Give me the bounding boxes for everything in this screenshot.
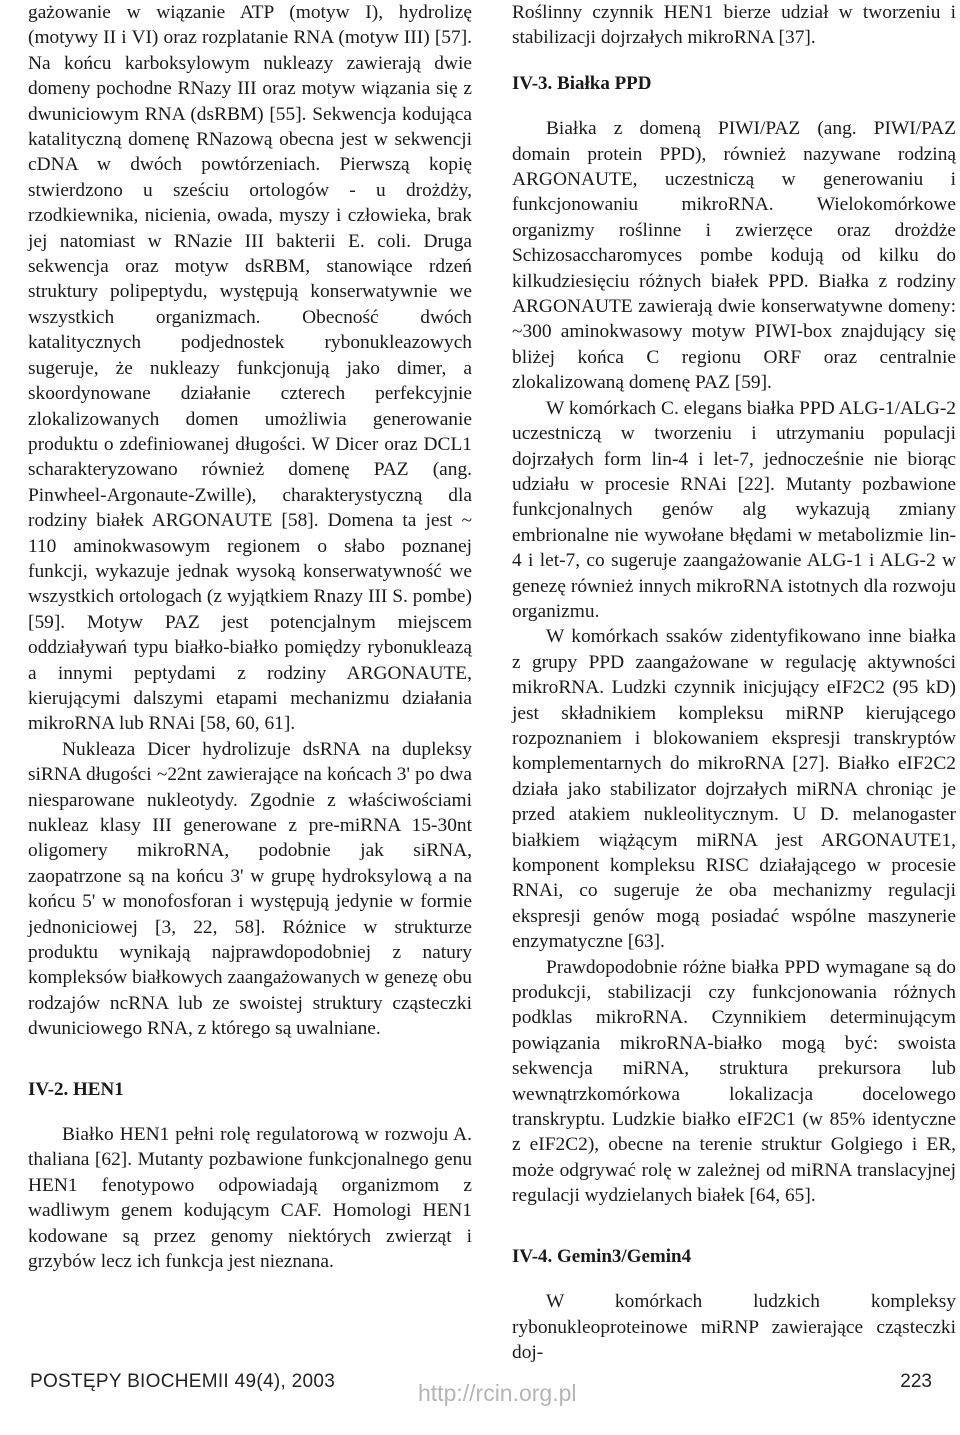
right-paragraph-3: W komórkach C. elegans białka PPD ALG-1/ALG-2 uczestniczą w tworzeniu i utrzymaniu populacji dojrzałych form lin-4 i let-7, jednocześnie nie biorąc udziału w procesie RNAi [22]. Mutanty pozbawione funkcjonalnych genów alg wykazują zmiany embrionalne nie wywołane błędami w metabolizmie lin-4 i let-7, co sugeruje zaangażowanie ALG-1 i ALG-2 w genezę również innych mikroRNA istotnych dla rozwoju organizmu. <box>512 397 956 622</box>
right-paragraph-2: Białka z domeną PIWI/PAZ (ang. PIWI/PAZ domain protein PPD), również nazywane rodziną ARGONAUTE, uczestniczą w generowaniu i funkcjonowaniu mikroRNA. Wielokomórkowe organizmy roślinne i zwierzęce oraz drożdże Schizosaccharomyces pombe kodują od kilku do kilkudziesięciu różnych białek PPD. Białka z rodziny ARGONAUTE zawierają dwie konserwatywne domeny: ~300 aminokwasowy motyw PIWI-box znajdujący się bliżej końca C regionu ORF oraz centralnie zlokalizowaną domenę PAZ [59]. <box>512 118 956 394</box>
section-heading-ppd: IV-3. Białka PPD <box>512 72 652 94</box>
left-paragraph-2: Nukleaza Dicer hydrolizuje dsRNA na dupleksy siRNA długości ~22nt zawierające na końcach 3' po dwa niesparowane nukleotydy. Zgodnie z właściwościami nukleaz klasy III generowane z pre-miRNA 15-30nt oligomery mikroRNA, podobnie jak siRNA, zaopatrzone są na końcu 3' w grupę hydroksylową a na końcu 5' w monofosforan i występują jedynie w formie jednoniciowej [3, 22, 58]. Różnice w strukturze produktu wynikają najprawdopodobniej z natury kompleksów białkowych zaangażowanych w genezę obu rodzajów ncRNA lub ze swoistej struktury cząsteczki dwuniciowego RNA, z którego są uwalniane. <box>28 738 472 1040</box>
left-paragraph-1: gażowanie w wiązanie ATP (motyw I), hydrolizę (motywy II i VI) oraz rozplatanie RNA (motyw III) [57]. Na końcu karboksylowym nukleazy zawierają dwie domeny pochodne RNazy III oraz motyw wiązania się z dwuniciowym RNA (dsRBM) [55]. Sekwencja kodująca katalityczną domenę RNazową obecna jest w sekwencji cDNA w dwóch powtórzeniach. Pierwszą kopię stwierdzono u sześciu ortologów - u drożdży, rzodkiewnika, nicienia, owada, myszy i człowieka, brak jej natomiast w RNazie III bakterii E. coli. Druga sekwencja oraz motyw dsRBM, stanowiące rdzeń struktury polipeptydu, występują konserwatywnie we wszystkich organizmach. Obecność dwóch katalitycznych podjednostek rybonukleazowych sugeruje, że nukleazy funkcjonują jako dimer, a skoordynowane działanie czterech perfekcyjnie zlokalizowanych domen umożliwia generowanie produktu o zdefiniowanej długości. W Dicer oraz DCL1 scharakteryzowano również domenę PAZ (ang. Pinwheel-Argonaute-Zwille), charakterystyczną dla rodziny białek ARGONAUTE [58]. Domena ta jest ~ 110 aminokwasowym regionem o słabo poznanej funkcji, wykazuje jednak wysoką konserwatywność we wszystkich ortologach (z wyjątkiem Rnazy III S. pombe) [59]. Motyw PAZ jest potencjalnym miejscem oddziaływań typu białko-białko pomiędzy rybonukleazą a innymi peptydami z rodziny ARGONAUTE, kierującymi dalszymi etapami mechanizmu działania mikroRNA lub RNAi [58, 60, 61]. <box>28 2 472 735</box>
right-paragraph-5: Prawdopodobnie różne białka PPD wymagane są do produkcji, stabilizacji czy funkcjonowania różnych podklas mikroRNA. Czynnikiem determinującym powiązania mikroRNA-białko mogą być: swoista sekwencja miRNA, struktura prekursora lub wewnątrzkomórkowa lokalizacja docelowego transkryptu. Ludzkie białko eIF2C1 (w 85% identyczne z eIF2C2), obecne na terenie struktur Golgiego i ER, może odgrywać rolę w zależnej od miRNA translacyjnej regulacji wydzielanych białek [64, 65]. <box>512 956 956 1207</box>
right-paragraph-4: W komórkach ssaków zidentyfikowano inne białka z grupy PPD zaangażowane w regulację aktywności mikroRNA. Ludzki czynnik inicjujący eIF2C2 (95 kD) jest składnikiem kompleksu miRNP kierującego rozpoznaniem i blokowaniem ekspresji transkryptów komplementarnych do mikroRNA [27]. Białko eIF2C2 działa jako stabilizator dojrzałych miRNA chroniąc je przed atakiem nukleolitycznym. U D. melanogaster białkiem wiążącym miRNA jest ARGONAUTE1, komponent kompleksu RISC działającego w procesie RNAi, co sugeruje że oba mechanizmy regulacji ekspresji genów mogą posiadać wspólne maszynerie enzymatyczne [63]. <box>512 626 956 953</box>
journal-footer: POSTĘPY BIOCHEMII 49(4), 2003 <box>30 1371 336 1392</box>
right-paragraph-1: Roślinny czynnik HEN1 bierze udział w tworzeniu i stabilizacji dojrzałych mikroRNA [37]. <box>512 2 956 49</box>
section-heading-gemin: IV-4. Gemin3/Gemin4 <box>512 1245 692 1267</box>
right-paragraph-6: W komórkach ludzkich kompleksy rybonukleoproteinowe miRNP zawierające cząsteczki doj- <box>512 1291 956 1363</box>
right-column <box>512 0 956 1365</box>
section-heading-hen1: IV-2. HEN1 <box>28 1078 124 1100</box>
source-url-watermark: http://rcin.org.pl <box>418 1380 577 1406</box>
left-paragraph-3: Białko HEN1 pełni rolę regulatorową w rozwoju A. thaliana [62]. Mutanty pozbawione funkcjonalnego genu HEN1 fenotypowo odpowiadają organizmom z wadliwym genem kodującym CAF. Homologi HEN1 kodowane są przez genomy niektórych zwierząt i grzybów lecz ich funkcja jest nieznana. <box>28 1124 472 1273</box>
left-column <box>28 0 472 1275</box>
page-number: 223 <box>900 1371 932 1392</box>
